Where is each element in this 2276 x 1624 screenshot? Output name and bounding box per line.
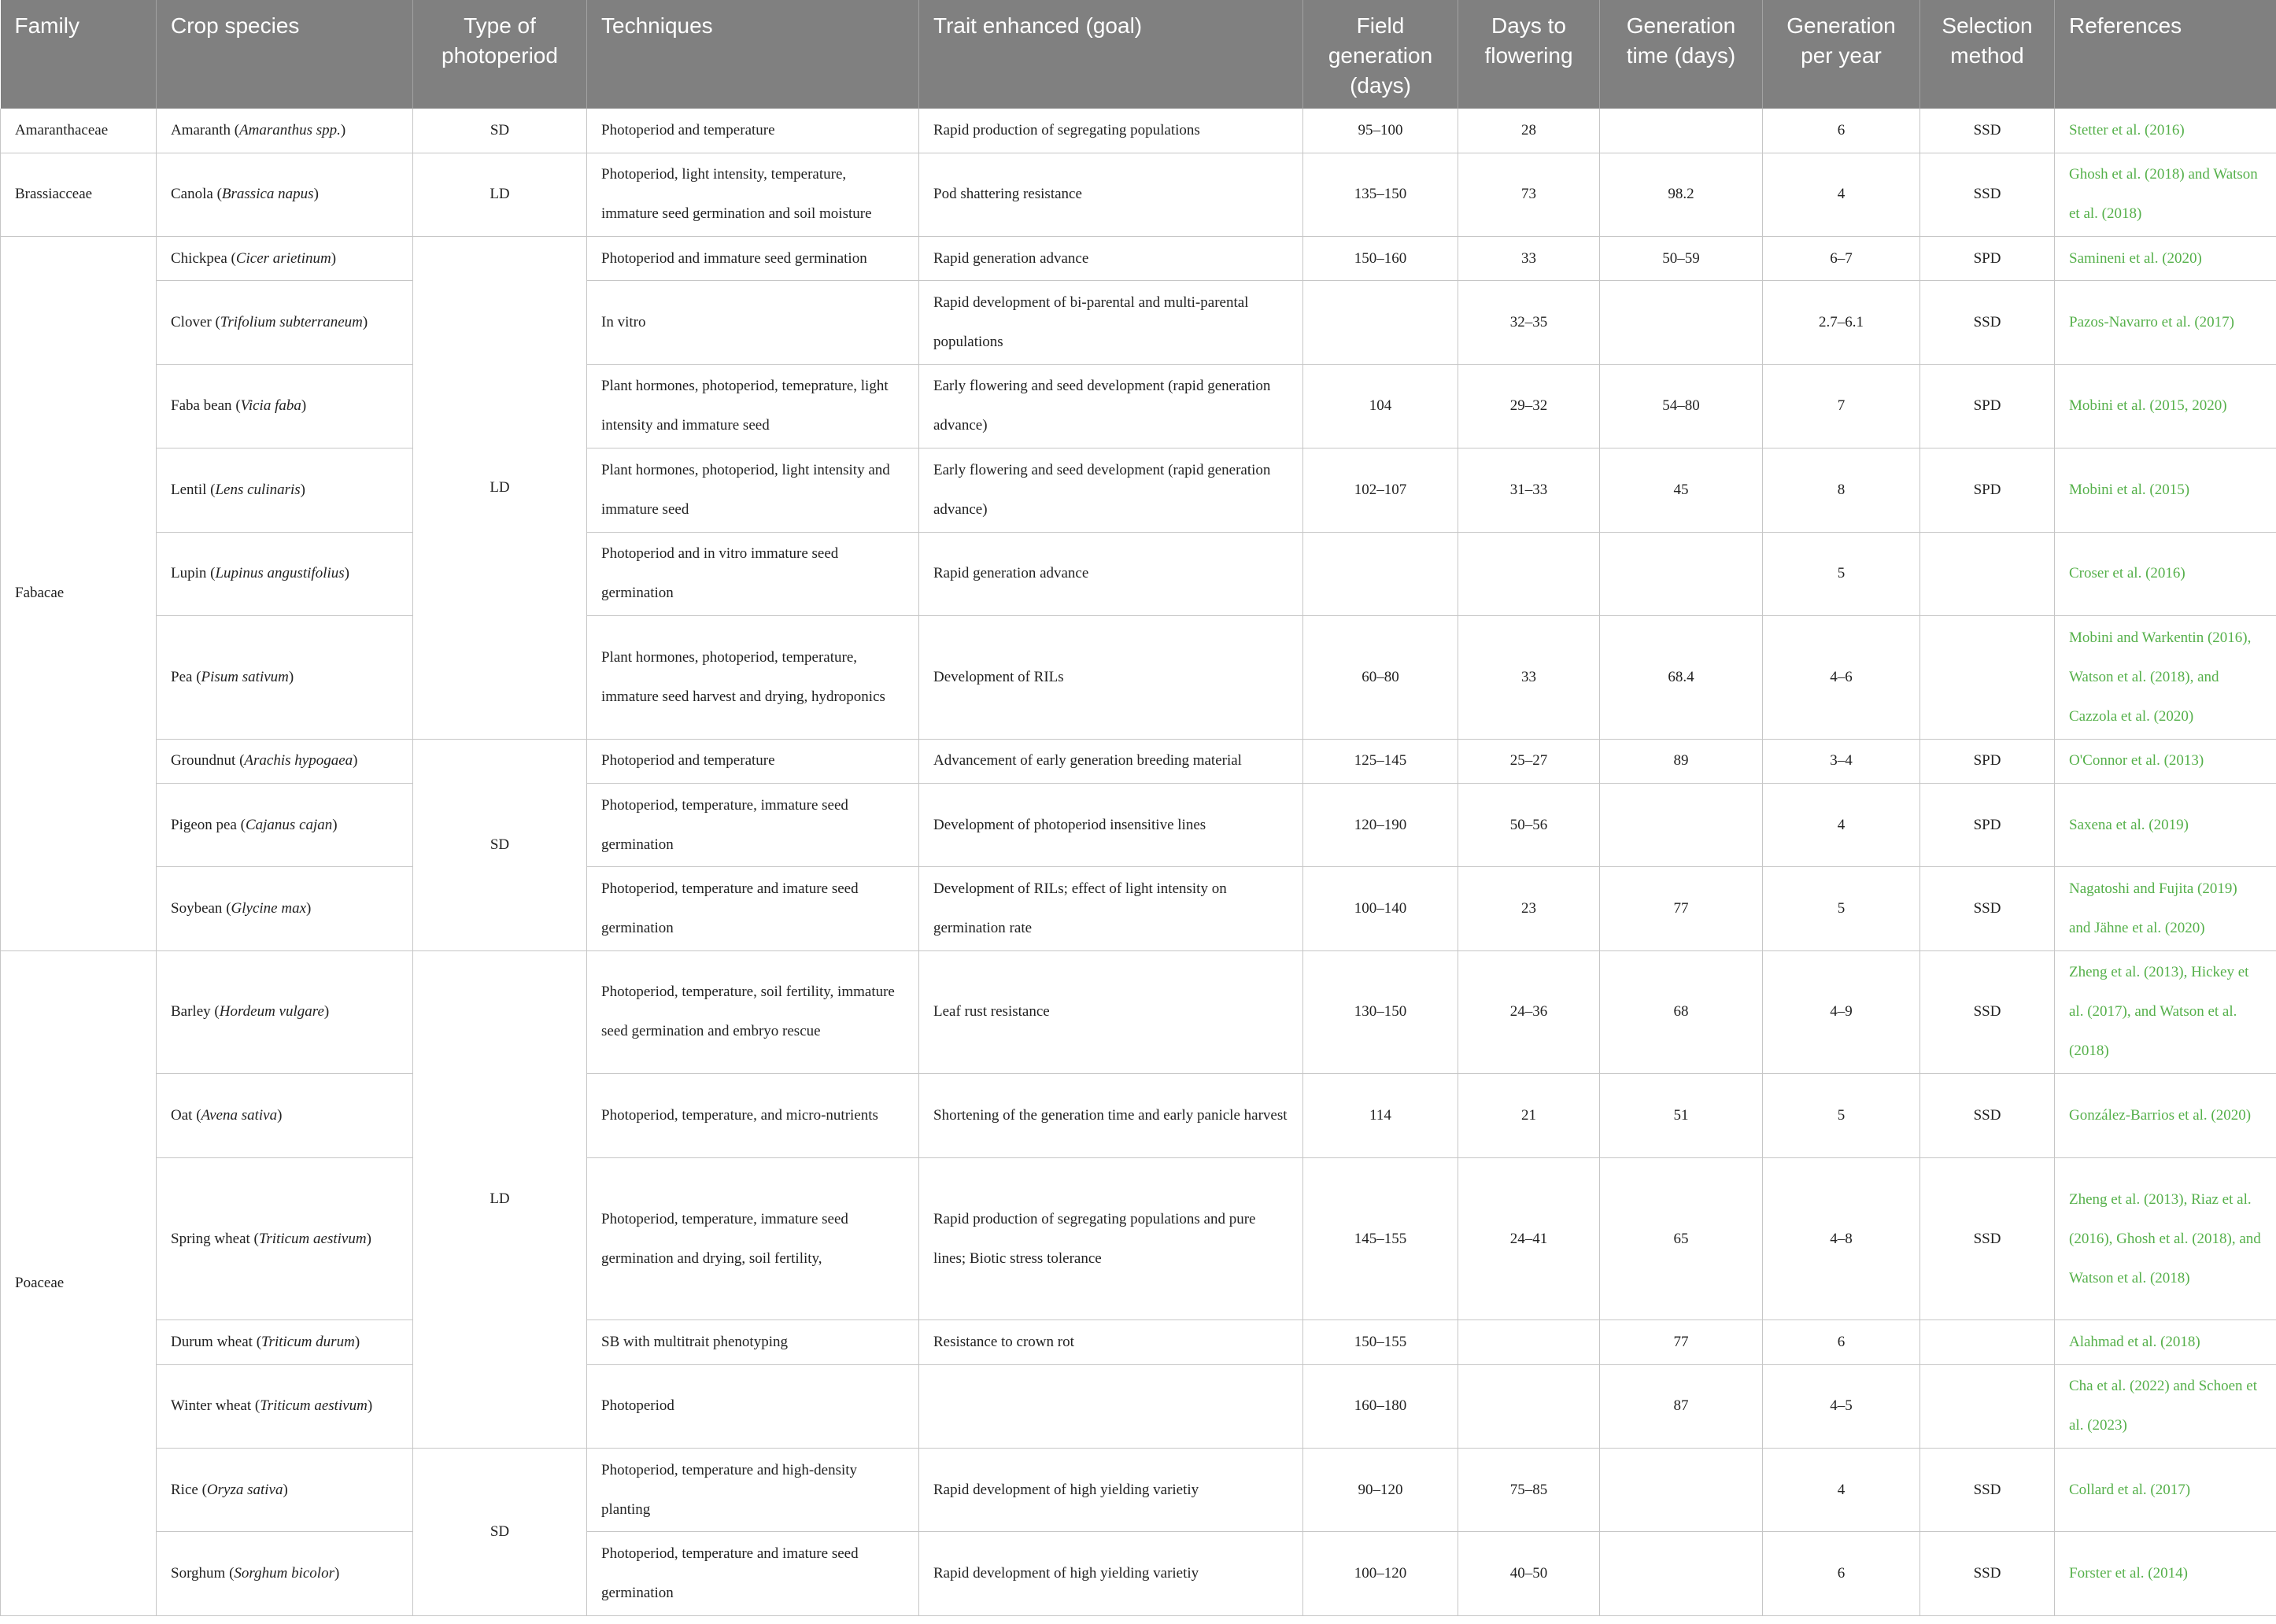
days-to-flowering-cell: 33 <box>1458 615 1600 739</box>
field-generation-cell: 100–140 <box>1303 867 1458 950</box>
photoperiod-cell: LD <box>413 153 587 236</box>
table-row <box>1 1074 2276 1157</box>
generation-per-year-cell: 4–9 <box>1763 950 1920 1074</box>
crop-species-cell: Groundnut (Arachis hypogaea) <box>157 739 413 783</box>
table-row <box>1 109 2276 153</box>
generation-time-cell: 45 <box>1600 448 1763 532</box>
crop-species-cell: Winter wheat (Triticum aestivum) <box>157 1364 413 1448</box>
references-cell: Pazos-Navarro et al. (2017) <box>2055 281 2276 364</box>
table-header <box>1 0 2276 109</box>
table-row <box>1 153 2276 236</box>
generation-per-year-cell: 3–4 <box>1763 739 1920 783</box>
crop-species-cell: Barley (Hordeum vulgare) <box>157 950 413 1074</box>
crop-common-name: Groundnut <box>171 752 236 770</box>
techniques-cell: Photoperiod <box>587 1364 919 1448</box>
crop-common-name: Chickpea <box>171 249 227 267</box>
techniques-cell: Photoperiod, temperature and high-density planting <box>587 1449 919 1532</box>
selection-method-cell <box>1920 615 2055 739</box>
field-generation-cell: 125–145 <box>1303 739 1458 783</box>
table-row <box>1 739 2276 783</box>
techniques-cell: In vitro <box>587 281 919 364</box>
field-generation-cell: 150–155 <box>1303 1320 1458 1364</box>
references-cell: Ghosh et al. (2018) and Watson et al. (2018) <box>2055 153 2276 236</box>
family-cell: Amaranthaceae <box>1 109 157 153</box>
trait-cell <box>919 1364 1303 1448</box>
generation-per-year-cell: 2.7–6.1 <box>1763 281 1920 364</box>
crop-latin-name: Cicer arietinum <box>235 249 331 267</box>
crop-species-cell: Sorghum (Sorghum bicolor) <box>157 1532 413 1616</box>
field-generation-cell <box>1303 532 1458 615</box>
generation-time-cell: 65 <box>1600 1157 1763 1320</box>
selection-method-cell: SSD <box>1920 1449 2055 1532</box>
trait-cell: Resistance to crown rot <box>919 1320 1303 1364</box>
days-to-flowering-cell: 31–33 <box>1458 448 1600 532</box>
trait-cell: Rapid development of bi-parental and multi-parental populations <box>919 281 1303 364</box>
references-cell: Croser et al. (2016) <box>2055 532 2276 615</box>
crop-common-name: Pigeon pea <box>171 816 237 833</box>
selection-method-cell: SSD <box>1920 109 2055 153</box>
generation-per-year-cell: 5 <box>1763 867 1920 950</box>
generation-per-year-cell: 6 <box>1763 109 1920 153</box>
generation-time-cell <box>1600 1532 1763 1616</box>
header-references: References <box>2055 0 2276 109</box>
days-to-flowering-cell: 24–41 <box>1458 1157 1600 1320</box>
header-row <box>1 0 2276 109</box>
selection-method-cell: SPD <box>1920 739 2055 783</box>
field-generation-cell: 102–107 <box>1303 448 1458 532</box>
crop-common-name: Durum wheat <box>171 1334 253 1351</box>
field-generation-cell: 120–190 <box>1303 783 1458 866</box>
generation-per-year-cell: 7 <box>1763 364 1920 448</box>
crop-species-cell: Spring wheat (Triticum aestivum) <box>157 1157 413 1320</box>
selection-method-cell: SPD <box>1920 364 2055 448</box>
references-cell: Mobini et al. (2015) <box>2055 448 2276 532</box>
selection-method-cell: SSD <box>1920 867 2055 950</box>
family-cell: Fabacae <box>1 237 157 950</box>
techniques-cell: Photoperiod, temperature, soil fertility, immature seed germination and embryo rescue <box>587 950 919 1074</box>
trait-cell: Development of RILs; effect of light intensity on germination rate <box>919 867 1303 950</box>
techniques-cell: Photoperiod, temperature and imature seed germination <box>587 867 919 950</box>
references-cell: González-Barrios et al. (2020) <box>2055 1074 2276 1157</box>
days-to-flowering-cell: 32–35 <box>1458 281 1600 364</box>
crop-latin-name: Triticum durum <box>261 1334 355 1351</box>
techniques-cell: Photoperiod and temperature <box>587 739 919 783</box>
generation-time-cell: 68 <box>1600 950 1763 1074</box>
generation-time-cell <box>1600 1449 1763 1532</box>
selection-method-cell <box>1920 532 2055 615</box>
days-to-flowering-cell: 29–32 <box>1458 364 1600 448</box>
selection-method-cell: SSD <box>1920 1532 2055 1616</box>
trait-cell: Rapid development of high yielding varietiy <box>919 1532 1303 1616</box>
generation-per-year-cell: 6–7 <box>1763 237 1920 281</box>
header-family: Family <box>1 0 157 109</box>
crop-species-cell: Oat (Avena sativa) <box>157 1074 413 1157</box>
selection-method-cell: SSD <box>1920 950 2055 1074</box>
crop-common-name: Barley <box>171 1003 211 1021</box>
crop-common-name: Lupin <box>171 565 207 582</box>
field-generation-cell: 60–80 <box>1303 615 1458 739</box>
crop-common-name: Amaranth <box>171 121 231 138</box>
table-row <box>1 1449 2276 1532</box>
techniques-cell: SB with multitrait phenotyping <box>587 1320 919 1364</box>
table-row <box>1 448 2276 532</box>
trait-cell: Development of RILs <box>919 615 1303 739</box>
crop-common-name: Spring wheat <box>171 1230 250 1247</box>
photoperiod-cell: LD <box>413 237 587 739</box>
field-generation-cell: 160–180 <box>1303 1364 1458 1448</box>
days-to-flowering-cell: 21 <box>1458 1074 1600 1157</box>
header-photoperiod: Type of photoperiod <box>413 0 587 109</box>
photoperiod-cell: SD <box>413 1449 587 1616</box>
generation-time-cell <box>1600 281 1763 364</box>
days-to-flowering-cell <box>1458 1364 1600 1448</box>
crop-common-name: Soybean <box>171 899 223 917</box>
family-cell: Brassiacceae <box>1 153 157 236</box>
table-row <box>1 237 2276 281</box>
days-to-flowering-cell: 23 <box>1458 867 1600 950</box>
crop-species-cell: Pea (Pisum sativum) <box>157 615 413 739</box>
generation-per-year-cell: 4–5 <box>1763 1364 1920 1448</box>
references-cell: Mobini et al. (2015, 2020) <box>2055 364 2276 448</box>
table-row <box>1 1157 2276 1320</box>
header-field-generation: Field generation (days) <box>1303 0 1458 109</box>
field-generation-cell: 135–150 <box>1303 153 1458 236</box>
crop-species-cell: Soybean (Glycine max) <box>157 867 413 950</box>
selection-method-cell: SPD <box>1920 448 2055 532</box>
table-row <box>1 783 2276 866</box>
generation-per-year-cell: 4 <box>1763 783 1920 866</box>
days-to-flowering-cell <box>1458 1320 1600 1364</box>
generation-time-cell: 77 <box>1600 867 1763 950</box>
generation-time-cell: 68.4 <box>1600 615 1763 739</box>
crop-latin-name: Lens culinaris <box>215 481 301 498</box>
selection-method-cell: SSD <box>1920 1157 2055 1320</box>
crop-common-name: Canola <box>171 186 213 203</box>
trait-cell: Shortening of the generation time and early panicle harvest <box>919 1074 1303 1157</box>
table-row <box>1 364 2276 448</box>
header-generation-per-year: Generation per year <box>1763 0 1920 109</box>
generation-time-cell <box>1600 532 1763 615</box>
selection-method-cell: SSD <box>1920 281 2055 364</box>
generation-time-cell: 77 <box>1600 1320 1763 1364</box>
techniques-cell: Photoperiod and immature seed germination <box>587 237 919 281</box>
crop-common-name: Pea <box>171 668 193 685</box>
crop-species-cell: Lentil (Lens culinaris) <box>157 448 413 532</box>
family-cell: Poaceae <box>1 950 157 1615</box>
trait-cell: Early flowering and seed development (rapid generation advance) <box>919 448 1303 532</box>
generation-per-year-cell: 5 <box>1763 532 1920 615</box>
crop-latin-name: Brassica napus <box>221 186 314 203</box>
generation-per-year-cell: 6 <box>1763 1532 1920 1616</box>
crop-species-cell: Rice (Oryza sativa) <box>157 1449 413 1532</box>
selection-method-cell: SPD <box>1920 237 2055 281</box>
days-to-flowering-cell: 24–36 <box>1458 950 1600 1074</box>
field-generation-cell: 130–150 <box>1303 950 1458 1074</box>
field-generation-cell: 90–120 <box>1303 1449 1458 1532</box>
crop-common-name: Oat <box>171 1106 193 1124</box>
days-to-flowering-cell: 40–50 <box>1458 1532 1600 1616</box>
header-generation-time: Generation time (days) <box>1600 0 1763 109</box>
table-row <box>1 867 2276 950</box>
references-cell: Mobini and Warkentin (2016), Watson et al. (2018), and Cazzola et al. (2020) <box>2055 615 2276 739</box>
field-generation-cell: 150–160 <box>1303 237 1458 281</box>
selection-method-cell <box>1920 1320 2055 1364</box>
field-generation-cell: 145–155 <box>1303 1157 1458 1320</box>
crop-latin-name: Lupinus angustifolius <box>215 565 345 582</box>
selection-method-cell: SSD <box>1920 153 2055 236</box>
crop-species-cell: Faba bean (Vicia faba) <box>157 364 413 448</box>
techniques-cell: Photoperiod and temperature <box>587 109 919 153</box>
references-cell: Saxena et al. (2019) <box>2055 783 2276 866</box>
generation-time-cell: 98.2 <box>1600 153 1763 236</box>
generation-per-year-cell: 5 <box>1763 1074 1920 1157</box>
generation-time-cell: 54–80 <box>1600 364 1763 448</box>
trait-cell: Rapid development of high yielding varietiy <box>919 1449 1303 1532</box>
table-row <box>1 1320 2276 1364</box>
trait-cell: Rapid production of segregating populations and pure lines; Biotic stress tolerance <box>919 1157 1303 1320</box>
crop-latin-name: Arachis hypogaea <box>244 752 353 770</box>
crop-latin-name: Amaranthus spp. <box>239 121 341 138</box>
generation-per-year-cell: 6 <box>1763 1320 1920 1364</box>
trait-cell: Development of photoperiod insensitive lines <box>919 783 1303 866</box>
crop-species-cell: Lupin (Lupinus angustifolius) <box>157 532 413 615</box>
crop-common-name: Winter wheat <box>171 1397 252 1415</box>
generation-time-cell <box>1600 109 1763 153</box>
crop-latin-name: Oryza sativa <box>206 1481 283 1498</box>
selection-method-cell: SPD <box>1920 783 2055 866</box>
trait-cell: Rapid generation advance <box>919 237 1303 281</box>
techniques-cell: Photoperiod, light intensity, temperature, immature seed germination and soil moisture <box>587 153 919 236</box>
field-generation-cell: 100–120 <box>1303 1532 1458 1616</box>
field-generation-cell: 114 <box>1303 1074 1458 1157</box>
techniques-cell: Photoperiod, temperature, immature seed germination and drying, soil fertility, <box>587 1157 919 1320</box>
crop-latin-name: Hordeum vulgare <box>219 1003 324 1021</box>
references-cell: Nagatoshi and Fujita (2019) and Jähne et al. (2020) <box>2055 867 2276 950</box>
days-to-flowering-cell: 25–27 <box>1458 739 1600 783</box>
techniques-cell: Photoperiod and in vitro immature seed germination <box>587 532 919 615</box>
trait-cell: Pod shattering resistance <box>919 153 1303 236</box>
generation-per-year-cell: 8 <box>1763 448 1920 532</box>
references-cell: Zheng et al. (2013), Riaz et al. (2016), Ghosh et al. (2018), and Watson et al. (2018) <box>2055 1157 2276 1320</box>
days-to-flowering-cell: 28 <box>1458 109 1600 153</box>
table-row <box>1 950 2276 1074</box>
references-cell: Collard et al. (2017) <box>2055 1449 2276 1532</box>
photoperiod-cell: SD <box>413 739 587 950</box>
generation-time-cell: 89 <box>1600 739 1763 783</box>
crop-species-cell: Amaranth (Amaranthus spp.) <box>157 109 413 153</box>
references-cell: Alahmad et al. (2018) <box>2055 1320 2276 1364</box>
crop-common-name: Rice <box>171 1481 198 1498</box>
trait-cell: Rapid production of segregating populations <box>919 109 1303 153</box>
techniques-cell: Photoperiod, temperature, and micro-nutrients <box>587 1074 919 1157</box>
table-row <box>1 532 2276 615</box>
header-trait: Trait enhanced (goal) <box>919 0 1303 109</box>
crop-latin-name: Glycine max <box>231 899 306 917</box>
generation-time-cell <box>1600 783 1763 866</box>
days-to-flowering-cell: 73 <box>1458 153 1600 236</box>
techniques-cell: Photoperiod, temperature, immature seed germination <box>587 783 919 866</box>
references-cell: Samineni et al. (2020) <box>2055 237 2276 281</box>
generation-time-cell: 51 <box>1600 1074 1763 1157</box>
field-generation-cell: 104 <box>1303 364 1458 448</box>
table-row <box>1 281 2276 364</box>
crop-common-name: Sorghum <box>171 1565 226 1582</box>
header-days-to-flowering: Days to flowering <box>1458 0 1600 109</box>
table-body <box>1 109 2276 1616</box>
crop-latin-name: Vicia faba <box>240 397 301 415</box>
days-to-flowering-cell: 75–85 <box>1458 1449 1600 1532</box>
generation-per-year-cell: 4–6 <box>1763 615 1920 739</box>
table-row <box>1 615 2276 739</box>
crop-species-cell: Chickpea (Cicer arietinum) <box>157 237 413 281</box>
crop-common-name: Lentil <box>171 481 207 498</box>
references-cell: O'Connor et al. (2013) <box>2055 739 2276 783</box>
days-to-flowering-cell <box>1458 532 1600 615</box>
trait-cell: Early flowering and seed development (rapid generation advance) <box>919 364 1303 448</box>
header-selection-method: Selection method <box>1920 0 2055 109</box>
crop-latin-name: Triticum aestivum <box>260 1397 368 1415</box>
crop-species-cell: Canola (Brassica napus) <box>157 153 413 236</box>
crop-latin-name: Pisum sativum <box>201 668 289 685</box>
crop-latin-name: Cajanus cajan <box>245 816 333 833</box>
field-generation-cell: 95–100 <box>1303 109 1458 153</box>
crop-latin-name: Triticum aestivum <box>258 1230 367 1247</box>
crop-species-cell: Clover (Trifolium subterraneum) <box>157 281 413 364</box>
photoperiod-cell: SD <box>413 109 587 153</box>
techniques-cell: Plant hormones, photoperiod, light intensity and immature seed <box>587 448 919 532</box>
selection-method-cell <box>1920 1364 2055 1448</box>
references-cell: Zheng et al. (2013), Hickey et al. (2017), and Watson et al. (2018) <box>2055 950 2276 1074</box>
generation-per-year-cell: 4 <box>1763 153 1920 236</box>
table-row <box>1 1364 2276 1448</box>
references-cell: Stetter et al. (2016) <box>2055 109 2276 153</box>
table-row <box>1 1532 2276 1616</box>
trait-cell: Advancement of early generation breeding material <box>919 739 1303 783</box>
techniques-cell: Plant hormones, photoperiod, temeprature, light intensity and immature seed <box>587 364 919 448</box>
selection-method-cell: SSD <box>1920 1074 2055 1157</box>
references-cell: Cha et al. (2022) and Schoen et al. (2023) <box>2055 1364 2276 1448</box>
trait-cell: Leaf rust resistance <box>919 950 1303 1074</box>
crop-species-cell: Pigeon pea (Cajanus cajan) <box>157 783 413 866</box>
generation-per-year-cell: 4–8 <box>1763 1157 1920 1320</box>
generation-per-year-cell: 4 <box>1763 1449 1920 1532</box>
field-generation-cell <box>1303 281 1458 364</box>
techniques-cell: Photoperiod, temperature and imature seed germination <box>587 1532 919 1616</box>
photoperiod-cell: LD <box>413 950 587 1448</box>
generation-time-cell: 50–59 <box>1600 237 1763 281</box>
generation-time-cell: 87 <box>1600 1364 1763 1448</box>
crop-latin-name: Sorghum bicolor <box>234 1565 334 1582</box>
crop-latin-name: Trifolium subterraneum <box>220 314 363 331</box>
crop-species-cell: Durum wheat (Triticum durum) <box>157 1320 413 1364</box>
trait-cell: Rapid generation advance <box>919 532 1303 615</box>
crop-common-name: Clover <box>171 314 212 331</box>
crop-common-name: Faba bean <box>171 397 232 415</box>
references-cell: Forster et al. (2014) <box>2055 1532 2276 1616</box>
header-crop-species: Crop species <box>157 0 413 109</box>
techniques-cell: Plant hormones, photoperiod, temperature, immature seed harvest and drying, hydroponics <box>587 615 919 739</box>
days-to-flowering-cell: 50–56 <box>1458 783 1600 866</box>
header-techniques: Techniques <box>587 0 919 109</box>
crop-latin-name: Avena sativa <box>201 1106 278 1124</box>
days-to-flowering-cell: 33 <box>1458 237 1600 281</box>
